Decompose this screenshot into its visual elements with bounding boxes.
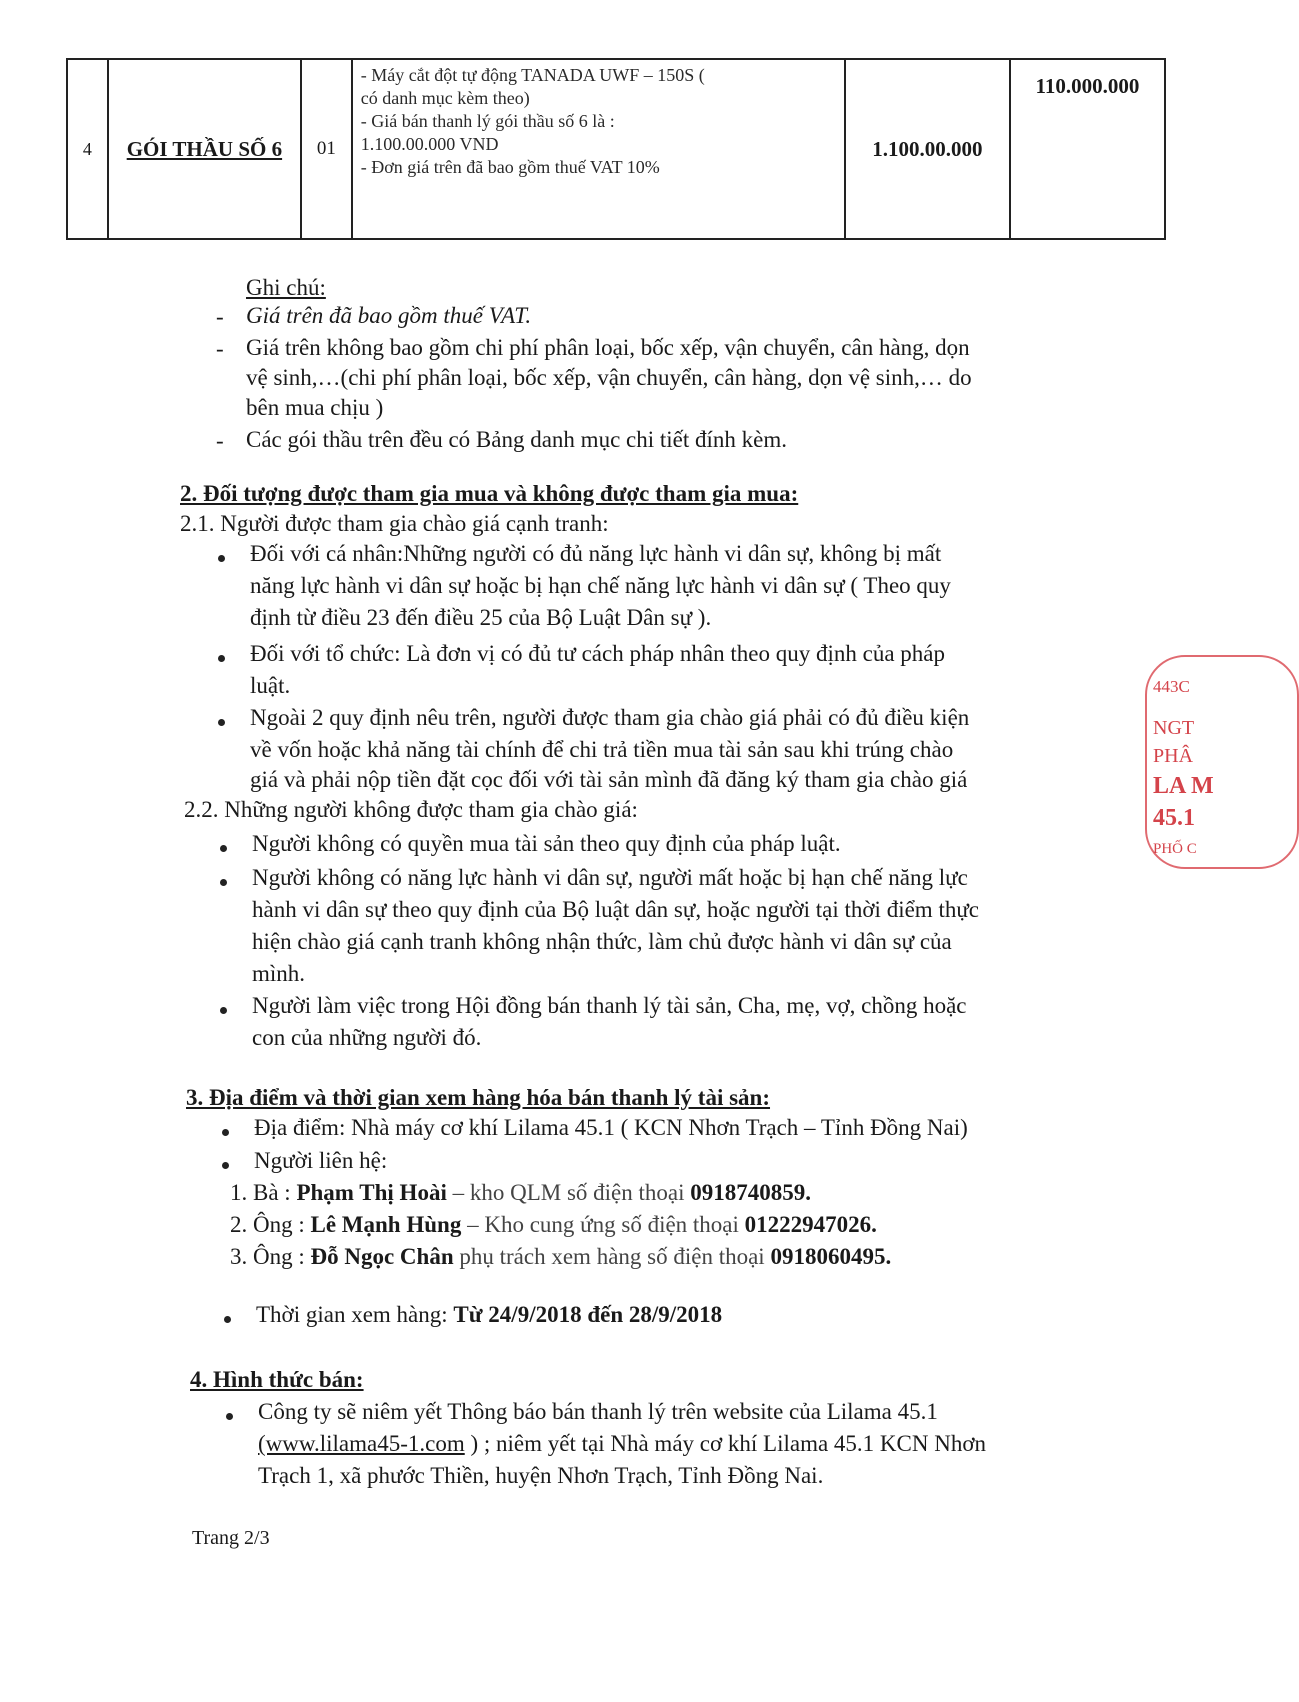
location-text: Địa điểm: Nhà máy cơ khí Lilama 45.1 ( KCN Nhơn Trạch – Tỉnh Đồng Nai): [254, 1115, 968, 1140]
stamp-text: 45.1: [1153, 805, 1195, 831]
contact-line: [230, 1243, 891, 1271]
company-stamp: [1145, 655, 1225, 865]
bullet-text: năng lực hành vi dân sự hoặc bị hạn chế năng lực hành vi dân sự ( Theo quy: [250, 573, 951, 598]
stamp-text: LA M: [1153, 773, 1214, 799]
bullet-text: hiện chào giá cạnh tranh không nhận thức, làm chủ được hành vi dân sự của: [252, 929, 952, 954]
contact-line: [230, 1211, 877, 1239]
section-heading: 3. Địa điểm và thời gian xem hàng hóa bán thanh lý tài sản:: [186, 1085, 771, 1110]
note-line: vệ sinh,…(chi phí phân loại, bốc xếp, vận chuyển, cân hàng, dọn vệ sinh,… do: [246, 365, 972, 390]
bullet-icon: [218, 555, 225, 562]
sale-text: Công ty sẽ niêm yết Thông báo bán thanh lý trên website của Lilama 45.1: [258, 1399, 938, 1424]
bullet-text: về vốn hoặc khả năng tài chính để chi trả tiền mua tài sản sau khi trúng chào: [250, 737, 954, 762]
bullet-icon: [226, 1413, 233, 1420]
bullet-text: Đối với tổ chức: Là đơn vị có đủ tư cách pháp nhân theo quy định của pháp: [250, 641, 945, 666]
desc-line: có danh mục kèm theo): [360, 88, 530, 108]
bullet-icon: [218, 655, 225, 662]
bullet-text: Người làm việc trong Hội đồng bán thanh lý tài sản, Cha, mẹ, vợ, chồng hoặc: [252, 993, 967, 1018]
stamp-text: PHÂ: [1153, 745, 1194, 767]
section-heading: 2. Đối tượng được tham gia mua và không được tham gia mua:: [180, 481, 799, 506]
total-price: 1.100.00.000: [845, 59, 1010, 239]
dash-marker: -: [216, 304, 224, 329]
sale-text-rest: ) ; niêm yết tại Nhà máy cơ khí Lilama 45.1 KCN Nhơn: [464, 1431, 987, 1456]
desc-line: - Giá bán thanh lý gói thầu số 6 là :: [360, 111, 615, 131]
subsection-title: 2.2. Những người không được tham gia chào giá:: [184, 797, 638, 822]
contact-name: Phạm Thị Hoài: [296, 1180, 447, 1205]
dash-marker: -: [216, 428, 224, 453]
bullet-text: Đối với cá nhân:Những người có đủ năng lực hành vi dân sự, không bị mất: [250, 541, 942, 566]
bullet-text: Người không có quyền mua tài sản theo quy định của pháp luật.: [252, 831, 841, 856]
contact-detail: – Kho cung ứng số điện thoại: [461, 1212, 745, 1237]
note-line: Các gói thầu trên đều có Bảng danh mục chi tiết đính kèm.: [246, 427, 787, 452]
bullet-icon: [220, 1007, 227, 1014]
stamp-text: NGT: [1153, 717, 1195, 739]
bullet-text: định từ điều 23 đến điều 25 của Bộ Luật Dân sự ).: [250, 605, 712, 630]
bullet-text: luật.: [250, 673, 291, 698]
contact-phone: 01222947026.: [744, 1212, 877, 1237]
contact-detail: phụ trách xem hàng số điện thoại: [453, 1244, 771, 1269]
bullet-icon: [218, 719, 225, 726]
contact-label: Người liên hệ:: [254, 1148, 388, 1173]
package-description: [352, 59, 845, 239]
website-link[interactable]: (www.lilama45-1.com: [258, 1431, 465, 1456]
contact-detail: – kho QLM số điện thoại: [446, 1180, 691, 1205]
bullet-icon: [224, 1316, 231, 1323]
section-heading: 4. Hình thức bán:: [190, 1367, 364, 1392]
bullet-text: Ngoài 2 quy định nêu trên, người được tham gia chào giá phải có đủ điều kiện: [250, 705, 970, 730]
contact-name: Đỗ Ngọc Chân: [310, 1244, 454, 1269]
subsection-title: 2.1. Người được tham gia chào giá cạnh tranh:: [180, 511, 609, 536]
time-value: Từ 24/9/2018 đến 28/9/2018: [453, 1302, 723, 1327]
contact-line: [230, 1179, 811, 1207]
bullet-icon: [220, 845, 227, 852]
page-number: Trang 2/3: [192, 1527, 270, 1549]
desc-line: 1.100.00.000 VND: [360, 134, 499, 154]
bullet-text: Người không có năng lực hành vi dân sự, người mất hoặc bị hạn chế năng lực: [252, 865, 968, 890]
contact-prefix: 1. Bà :: [230, 1180, 297, 1205]
desc-line: - Máy cắt đột tự động TANADA UWF – 150S (: [360, 65, 705, 85]
contact-phone: 0918740859.: [690, 1180, 811, 1205]
sale-text: Trạch 1, xã phước Thiền, huyện Nhơn Trạch, Tỉnh Đồng Nai.: [258, 1463, 824, 1488]
notes-title: Ghi chú:: [246, 275, 326, 300]
stamp-text: PHỐ C: [1153, 841, 1197, 857]
viewing-time: [256, 1301, 722, 1329]
bullet-text: mình.: [252, 961, 306, 986]
package-name: GÓI THẦU SỐ 6: [108, 59, 301, 239]
contact-prefix: 2. Ông :: [230, 1212, 311, 1237]
contact-phone: 0918060495.: [770, 1244, 892, 1269]
desc-line: - Đơn giá trên đã bao gồm thuế VAT 10%: [360, 157, 660, 177]
contact-name: Lê Mạnh Hùng: [310, 1212, 462, 1237]
note-line: bên mua chịu ): [246, 395, 384, 420]
note-line: Giá trên đã bao gồm thuế VAT.: [246, 303, 532, 328]
sale-text: [258, 1430, 986, 1458]
dash-marker: -: [216, 336, 224, 361]
bullet-icon: [222, 1129, 229, 1136]
table-row: [67, 59, 1165, 239]
note-line: Giá trên không bao gồm chi phí phân loại, bốc xếp, vận chuyển, cân hàng, dọn: [246, 335, 970, 360]
contact-prefix: 3. Ông :: [230, 1244, 311, 1269]
stamp-text: 443C: [1153, 677, 1190, 696]
quantity: 01: [301, 59, 352, 239]
bullet-text: hành vi dân sự theo quy định của Bộ luật dân sự, hoặc người tại thời điểm thực: [252, 897, 980, 922]
bullet-text: giá và phải nộp tiền đặt cọc đối với tài sản mình đã đăng ký tham gia chào giá: [250, 767, 968, 792]
bullet-text: con của những người đó.: [252, 1025, 482, 1050]
bullet-icon: [222, 1162, 229, 1169]
row-number: 4: [67, 59, 108, 239]
bullet-icon: [220, 879, 227, 886]
bid-package-table: [66, 58, 1166, 240]
time-label: Thời gian xem hàng:: [256, 1302, 454, 1327]
deposit-amount: 110.000.000: [1010, 59, 1165, 239]
